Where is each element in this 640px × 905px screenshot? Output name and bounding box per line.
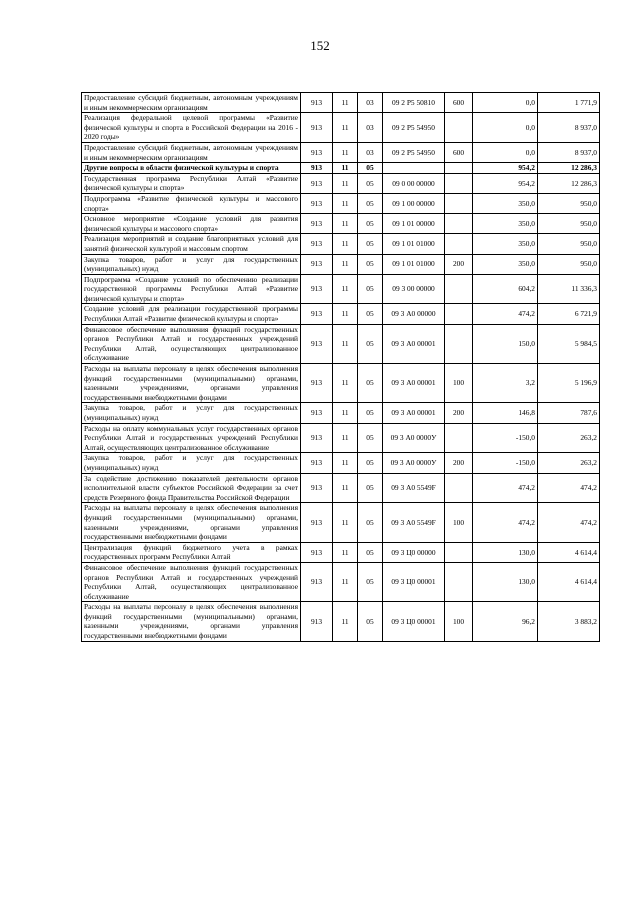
- section-code: 11: [333, 473, 358, 503]
- target-article-code: 09 3 А0 0000У: [383, 423, 445, 453]
- change-amount: -150,0: [473, 423, 538, 453]
- total-amount: 950,0: [538, 234, 600, 254]
- section-code: 11: [333, 142, 358, 162]
- section-code: 11: [333, 234, 358, 254]
- section-code: 11: [333, 602, 358, 641]
- subsection-code: 05: [358, 193, 383, 213]
- table-row: [82, 113, 600, 143]
- total-amount: 263,2: [538, 423, 600, 453]
- expense-type-code: [445, 193, 473, 213]
- subsection-code: 05: [358, 403, 383, 423]
- target-article-code: 09 3 А0 5549F: [383, 473, 445, 503]
- section-code: 11: [333, 562, 358, 601]
- expense-type-code: 200: [445, 254, 473, 274]
- row-name: Подпрограмма «Создание условий по обеспечению реализации государственной программы Республики Алтай «Развитие физической культуры и спорта»: [82, 274, 301, 304]
- section-code: 11: [333, 173, 358, 193]
- subsection-code: 05: [358, 304, 383, 324]
- total-amount: 5 196,9: [538, 364, 600, 403]
- ved-code: 913: [301, 173, 333, 193]
- target-article-code: 09 1 01 01000: [383, 254, 445, 274]
- table-row: [82, 193, 600, 213]
- row-name: Реализация мероприятий и создание благоприятных условий для занятий физической культурой и массовым спортом: [82, 234, 301, 254]
- change-amount: 130,0: [473, 562, 538, 601]
- section-code: 11: [333, 542, 358, 562]
- ved-code: 913: [301, 562, 333, 601]
- ved-code: 913: [301, 423, 333, 453]
- section-code: 11: [333, 163, 358, 174]
- subsection-code: 03: [358, 142, 383, 162]
- table-row: [82, 324, 600, 363]
- ved-code: 913: [301, 93, 333, 113]
- expense-type-code: [445, 163, 473, 174]
- expense-type-code: [445, 562, 473, 601]
- expense-type-code: 100: [445, 503, 473, 542]
- ved-code: 913: [301, 142, 333, 162]
- row-name: Расходы на оплату коммунальных услуг государственных органов Республики Алтай и государственных учреждений Республики Алтай, осуществляющих централизованное обслуживание: [82, 423, 301, 453]
- expense-type-code: 600: [445, 93, 473, 113]
- expense-type-code: [445, 234, 473, 254]
- section-code: 11: [333, 93, 358, 113]
- target-article-code: 09 1 01 00000: [383, 214, 445, 234]
- ved-code: 913: [301, 503, 333, 542]
- ved-code: 913: [301, 324, 333, 363]
- total-amount: 12 286,3: [538, 173, 600, 193]
- row-name: Реализация федеральной целевой программы «Развитие физической культуры и спорта в Российской Федерации на 2016 - 2020 годы»: [82, 113, 301, 143]
- target-article-code: 09 3 00 00000: [383, 274, 445, 304]
- ved-code: 913: [301, 602, 333, 641]
- expense-type-code: 100: [445, 364, 473, 403]
- subsection-code: 05: [358, 163, 383, 174]
- expense-type-code: [445, 324, 473, 363]
- target-article-code: 09 1 01 01000: [383, 234, 445, 254]
- row-name: Основное мероприятие «Создание условий для развития физической культуры и массового спорта»: [82, 214, 301, 234]
- section-code: 11: [333, 193, 358, 213]
- row-name: Государственная программа Республики Алтай «Развитие физической культуры и спорта»: [82, 173, 301, 193]
- target-article-code: 09 3 А0 00001: [383, 403, 445, 423]
- ved-code: 913: [301, 274, 333, 304]
- subsection-code: 05: [358, 562, 383, 601]
- expense-type-code: [445, 214, 473, 234]
- target-article-code: 09 3 А0 00000: [383, 304, 445, 324]
- row-name: Создание условий для реализации государственной программы Республики Алтай «Развитие физической культуры и спорта»: [82, 304, 301, 324]
- target-article-code: 09 2 Р5 54950: [383, 142, 445, 162]
- section-code: 11: [333, 423, 358, 453]
- section-code: 11: [333, 254, 358, 274]
- subsection-code: 05: [358, 234, 383, 254]
- change-amount: 150,0: [473, 324, 538, 363]
- expense-type-code: 200: [445, 453, 473, 473]
- change-amount: 350,0: [473, 193, 538, 213]
- page-number: 152: [310, 38, 330, 53]
- subsection-code: 05: [358, 324, 383, 363]
- row-name: Расходы на выплаты персоналу в целях обеспечения выполнения функций государственными (муниципальными) органами, казенными учреждениями, органами управления государственными внебюджетными фондами: [82, 602, 301, 641]
- section-code: 11: [333, 113, 358, 143]
- expense-type-code: [445, 423, 473, 453]
- change-amount: 350,0: [473, 234, 538, 254]
- table-row: [82, 173, 600, 193]
- section-code: 11: [333, 453, 358, 473]
- table-row: [82, 473, 600, 503]
- table-row: [82, 403, 600, 423]
- row-name: Расходы на выплаты персоналу в целях обеспечения выполнения функций государственными (муниципальными) органами, казенными учреждениями, органами управления государственными внебюджетными фондами: [82, 364, 301, 403]
- subsection-code: 05: [358, 542, 383, 562]
- total-amount: 6 721,9: [538, 304, 600, 324]
- subsection-code: 03: [358, 93, 383, 113]
- total-amount: 474,2: [538, 503, 600, 542]
- ved-code: 913: [301, 234, 333, 254]
- table-row: [82, 93, 600, 113]
- row-name: Закупка товаров, работ и услуг для государственных (муниципальных) нужд: [82, 453, 301, 473]
- total-amount: 787,6: [538, 403, 600, 423]
- change-amount: 474,2: [473, 503, 538, 542]
- target-article-code: 09 3 А0 00001: [383, 324, 445, 363]
- subsection-code: 05: [358, 503, 383, 542]
- change-amount: 0,0: [473, 142, 538, 162]
- row-name: Предоставление субсидий бюджетным, автономным учреждениям и иным некоммерческим организациям: [82, 93, 301, 113]
- row-name: Другие вопросы в области физической культуры и спорта: [82, 163, 301, 174]
- change-amount: 350,0: [473, 254, 538, 274]
- subsection-code: 05: [358, 423, 383, 453]
- row-name: Финансовое обеспечение выполнения функций государственных органов Республики Алтай и государственных учреждений Республики Алтай, осуществляющих централизованное обслуживание: [82, 324, 301, 363]
- change-amount: -150,0: [473, 453, 538, 473]
- expense-type-code: [445, 542, 473, 562]
- section-code: 11: [333, 324, 358, 363]
- subsection-code: 05: [358, 473, 383, 503]
- total-amount: 263,2: [538, 453, 600, 473]
- ved-code: 913: [301, 542, 333, 562]
- table-row: [82, 364, 600, 403]
- total-amount: 11 336,3: [538, 274, 600, 304]
- target-article-code: 09 0 00 00000: [383, 173, 445, 193]
- target-article-code: [383, 163, 445, 174]
- row-name: За содействие достижению показателей деятельности органов исполнительной власти субъектов Российской Федерации за счет средств Резервного фонда Правительства Российской Федерации: [82, 473, 301, 503]
- table-row: [82, 142, 600, 162]
- target-article-code: 09 2 Р5 54950: [383, 113, 445, 143]
- ved-code: 913: [301, 473, 333, 503]
- table-row: [82, 453, 600, 473]
- table-row: [82, 562, 600, 601]
- table-row: [82, 503, 600, 542]
- expense-type-code: [445, 304, 473, 324]
- subsection-code: 05: [358, 214, 383, 234]
- total-amount: 950,0: [538, 193, 600, 213]
- change-amount: 474,2: [473, 304, 538, 324]
- ved-code: 913: [301, 403, 333, 423]
- target-article-code: 09 3 Ц0 00001: [383, 562, 445, 601]
- total-amount: 4 614,4: [538, 562, 600, 601]
- table-row: [82, 274, 600, 304]
- target-article-code: 09 3 Ц0 00000: [383, 542, 445, 562]
- target-article-code: 09 3 А0 5549F: [383, 503, 445, 542]
- change-amount: 0,0: [473, 93, 538, 113]
- table-row: [82, 602, 600, 641]
- target-article-code: 09 3 Ц0 00001: [383, 602, 445, 641]
- table-row: [82, 214, 600, 234]
- ved-code: 913: [301, 193, 333, 213]
- subsection-code: 05: [358, 254, 383, 274]
- subsection-code: 05: [358, 602, 383, 641]
- change-amount: 350,0: [473, 214, 538, 234]
- expense-type-code: 600: [445, 142, 473, 162]
- target-article-code: 09 3 А0 00001: [383, 364, 445, 403]
- total-amount: 950,0: [538, 214, 600, 234]
- expense-type-code: [445, 473, 473, 503]
- ved-code: 913: [301, 113, 333, 143]
- row-name: Финансовое обеспечение выполнения функций государственных органов Республики Алтай и государственных учреждений Республики Алтай, осуществляющих централизованное обслуживание: [82, 562, 301, 601]
- change-amount: 130,0: [473, 542, 538, 562]
- row-name: Подпрограмма «Развитие физической культуры и массового спорта»: [82, 193, 301, 213]
- total-amount: 950,0: [538, 254, 600, 274]
- section-code: 11: [333, 214, 358, 234]
- subsection-code: 03: [358, 113, 383, 143]
- expense-type-code: [445, 274, 473, 304]
- expense-type-code: [445, 173, 473, 193]
- ved-code: 913: [301, 304, 333, 324]
- table-row: [82, 423, 600, 453]
- change-amount: 604,2: [473, 274, 538, 304]
- subsection-code: 05: [358, 364, 383, 403]
- target-article-code: 09 3 А0 0000У: [383, 453, 445, 473]
- total-amount: 12 286,3: [538, 163, 600, 174]
- total-amount: 8 937,0: [538, 142, 600, 162]
- total-amount: 5 984,5: [538, 324, 600, 363]
- ved-code: 913: [301, 364, 333, 403]
- section-code: 11: [333, 274, 358, 304]
- subsection-code: 05: [358, 274, 383, 304]
- total-amount: 3 883,2: [538, 602, 600, 641]
- row-name: Централизация функций бюджетного учета в рамках государственных программ Республики Алтай: [82, 542, 301, 562]
- subsection-code: 05: [358, 453, 383, 473]
- table-row: [82, 163, 600, 174]
- ved-code: 913: [301, 214, 333, 234]
- section-code: 11: [333, 403, 358, 423]
- expense-type-code: 200: [445, 403, 473, 423]
- change-amount: 0,0: [473, 113, 538, 143]
- expense-type-code: [445, 113, 473, 143]
- target-article-code: 09 1 00 00000: [383, 193, 445, 213]
- row-name: Предоставление субсидий бюджетным, автономным учреждениям и иным некоммерческим организациям: [82, 142, 301, 162]
- row-name: Закупка товаров, работ и услуг для государственных (муниципальных) нужд: [82, 254, 301, 274]
- table-row: [82, 304, 600, 324]
- change-amount: 3,2: [473, 364, 538, 403]
- subsection-code: 05: [358, 173, 383, 193]
- budget-table-body: [82, 93, 600, 642]
- target-article-code: 09 2 Р5 50810: [383, 93, 445, 113]
- row-name: Расходы на выплаты персоналу в целях обеспечения выполнения функций государственными (муниципальными) органами, казенными учреждениями, органами управления государственными внебюджетными фондами: [82, 503, 301, 542]
- ved-code: 913: [301, 163, 333, 174]
- table-row: [82, 254, 600, 274]
- table-row: [82, 234, 600, 254]
- expense-type-code: 100: [445, 602, 473, 641]
- section-code: 11: [333, 304, 358, 324]
- change-amount: 146,8: [473, 403, 538, 423]
- change-amount: 96,2: [473, 602, 538, 641]
- total-amount: 1 771,9: [538, 93, 600, 113]
- total-amount: 4 614,4: [538, 542, 600, 562]
- budget-table: [81, 92, 600, 642]
- ved-code: 913: [301, 254, 333, 274]
- total-amount: 8 937,0: [538, 113, 600, 143]
- change-amount: 954,2: [473, 173, 538, 193]
- table-row: [82, 542, 600, 562]
- change-amount: 474,2: [473, 473, 538, 503]
- row-name: Закупка товаров, работ и услуг для государственных (муниципальных) нужд: [82, 403, 301, 423]
- total-amount: 474,2: [538, 473, 600, 503]
- section-code: 11: [333, 503, 358, 542]
- section-code: 11: [333, 364, 358, 403]
- ved-code: 913: [301, 453, 333, 473]
- change-amount: 954,2: [473, 163, 538, 174]
